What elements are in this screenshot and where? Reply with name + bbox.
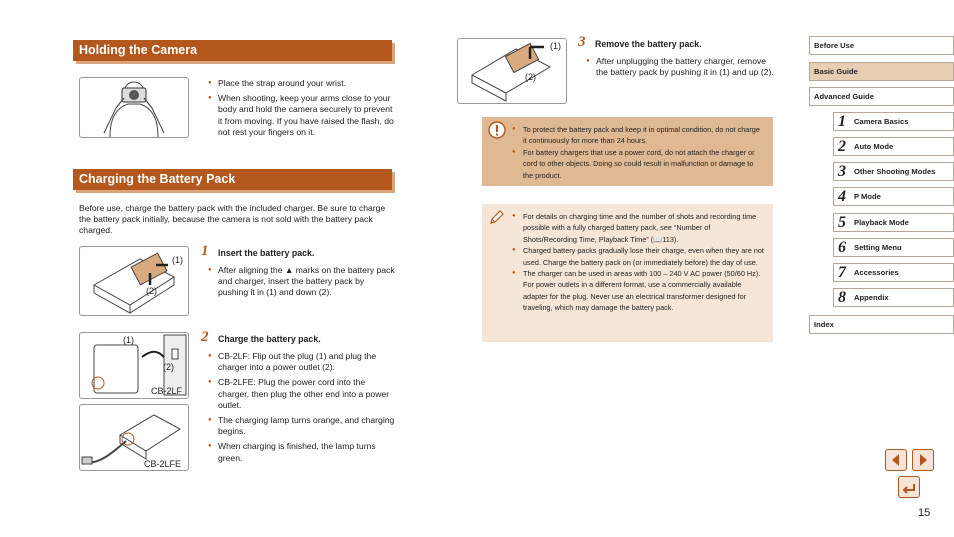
section-heading-holding: Holding the Camera — [73, 40, 392, 61]
chapter-number: 3 — [838, 163, 846, 180]
nav-chapter-7[interactable] — [833, 263, 954, 282]
nav-chapter-5[interactable] — [833, 213, 954, 232]
step1-illustration — [79, 246, 189, 316]
previous-page-button[interactable] — [885, 449, 907, 471]
step2-illustration-cb2lf — [79, 332, 189, 399]
next-page-button[interactable] — [912, 449, 934, 471]
step1-number: 1 — [201, 243, 209, 259]
list-item: ● For battery chargers that use a power cord, do not attach the charger or cord to other objects. Doing so could result in malfunction or damage to the product. — [512, 147, 765, 181]
list-item: ● When charging is finished, the lamp turns green. — [208, 441, 396, 463]
chapter-label: Playback Mode — [854, 218, 909, 227]
list-item: ● Charged battery packs gradually lose their charge, even when they are not used. Charge the battery pack on (or immediately before) the day of use. — [512, 245, 765, 268]
nav-chapter-1[interactable] — [833, 112, 954, 131]
nav-chapter-3[interactable] — [833, 162, 954, 181]
step3-bullets — [586, 56, 774, 82]
pencil-icon — [488, 208, 506, 226]
step1-label-2: (2) — [146, 286, 157, 296]
list-item: ● To protect the battery pack and keep it in optimal condition, do not charge it continuously for more than 24 hours. — [512, 124, 765, 147]
chapter-label: P Mode — [854, 192, 881, 201]
list-item: ● The charger can be used in areas with 100 – 240 V AC power (50/60 Hz). For power outlets in a different format, use a commercially available adapter for the plug. Never use an electrical transformer designed for traveling, which may damage the battery pack. — [512, 268, 765, 314]
chapter-number: 1 — [838, 113, 846, 130]
holding-bullets — [208, 78, 394, 142]
list-item: ● When shooting, keep your arms close to your body and hold the camera securely to prevent it from moving. If you have raised the flash, do not rest your fingers on it. — [208, 93, 394, 138]
return-button[interactable] — [898, 476, 920, 498]
chapter-number: 4 — [838, 188, 846, 205]
chapter-label: Setting Menu — [854, 243, 902, 252]
exclamation-icon — [488, 121, 506, 139]
step2-label-cb2lfe: CB-2LFE — [144, 459, 182, 469]
chapter-label: Camera Basics — [854, 117, 909, 126]
step3-number: 3 — [578, 34, 586, 50]
chapter-label: Other Shooting Modes — [854, 167, 936, 176]
return-icon — [899, 477, 919, 497]
holding-camera-illustration — [79, 77, 189, 138]
chapter-label: Accessories — [854, 268, 899, 277]
nav-index[interactable]: Index — [809, 315, 954, 334]
step3-label-2: (2) — [525, 72, 536, 82]
charging-intro: Before use, charge the battery pack with the included charger. Be sure to charge the battery pack initially, because the camera is not sold with the battery pack charged. — [79, 203, 386, 236]
step2-label-2: (2) — [163, 362, 174, 372]
nav-chapter-4[interactable] — [833, 187, 954, 206]
chapter-label: Auto Mode — [854, 142, 894, 151]
arrow-left-icon — [886, 450, 906, 470]
list-item: ● CB-2LFE: Plug the power cord into the charger, then plug the other end into a power outlet. — [208, 377, 396, 411]
chapter-number: 8 — [838, 289, 846, 306]
nav-before-use[interactable]: Before Use — [809, 36, 954, 55]
list-item: ● For details on charging time and the number of shots and recording time possible with a fully charged battery pack, see “Number of Shots/Recording Time, Playback Time” (📖113). — [512, 211, 765, 245]
list-item: ● The charging lamp turns orange, and charging begins. — [208, 415, 396, 437]
step1-title: Insert the battery pack. — [218, 248, 315, 258]
nav-advanced-guide[interactable]: Advanced Guide — [809, 87, 954, 106]
step2-title: Charge the battery pack. — [218, 334, 321, 344]
note-box — [482, 204, 773, 342]
nav-chapter-6[interactable] — [833, 238, 954, 257]
step3-label-1: (1) — [550, 41, 561, 51]
list-item: ● After unplugging the battery charger, remove the battery pack by pushing it in (1) and up (2). — [586, 56, 774, 78]
nav-chapter-2[interactable] — [833, 137, 954, 156]
nav-chapter-8[interactable] — [833, 288, 954, 307]
list-item: ● CB-2LF: Flip out the plug (1) and plug the charger into a power outlet (2). — [208, 351, 396, 373]
caution-box — [482, 117, 773, 186]
step2-number: 2 — [201, 329, 209, 345]
step2-bullets — [208, 351, 396, 468]
chapter-number: 5 — [838, 214, 846, 231]
step1-bullets — [208, 265, 396, 303]
page-number: 15 — [918, 507, 931, 519]
chapter-number: 2 — [838, 138, 846, 155]
step2-label-1: (1) — [123, 335, 134, 345]
step3-title: Remove the battery pack. — [595, 39, 702, 49]
nav-basic-guide[interactable]: Basic Guide — [809, 62, 954, 81]
chapter-number: 7 — [838, 264, 846, 281]
step1-label-1: (1) — [172, 255, 183, 265]
list-item: ● After aligning the ▲ marks on the battery pack and charger, insert the battery pack by pushing it in (1) and down (2). — [208, 265, 396, 299]
step3-illustration — [457, 38, 567, 104]
step2-label-cb2lf: CB-2LF — [151, 386, 183, 396]
chapter-number: 6 — [838, 239, 846, 256]
chapter-label: Appendix — [854, 293, 889, 302]
step2-illustration-cb2lfe — [79, 404, 189, 471]
list-item: ● Place the strap around your wrist. — [208, 78, 394, 89]
section-heading-charging: Charging the Battery Pack — [73, 169, 392, 190]
arrow-right-icon — [913, 450, 933, 470]
